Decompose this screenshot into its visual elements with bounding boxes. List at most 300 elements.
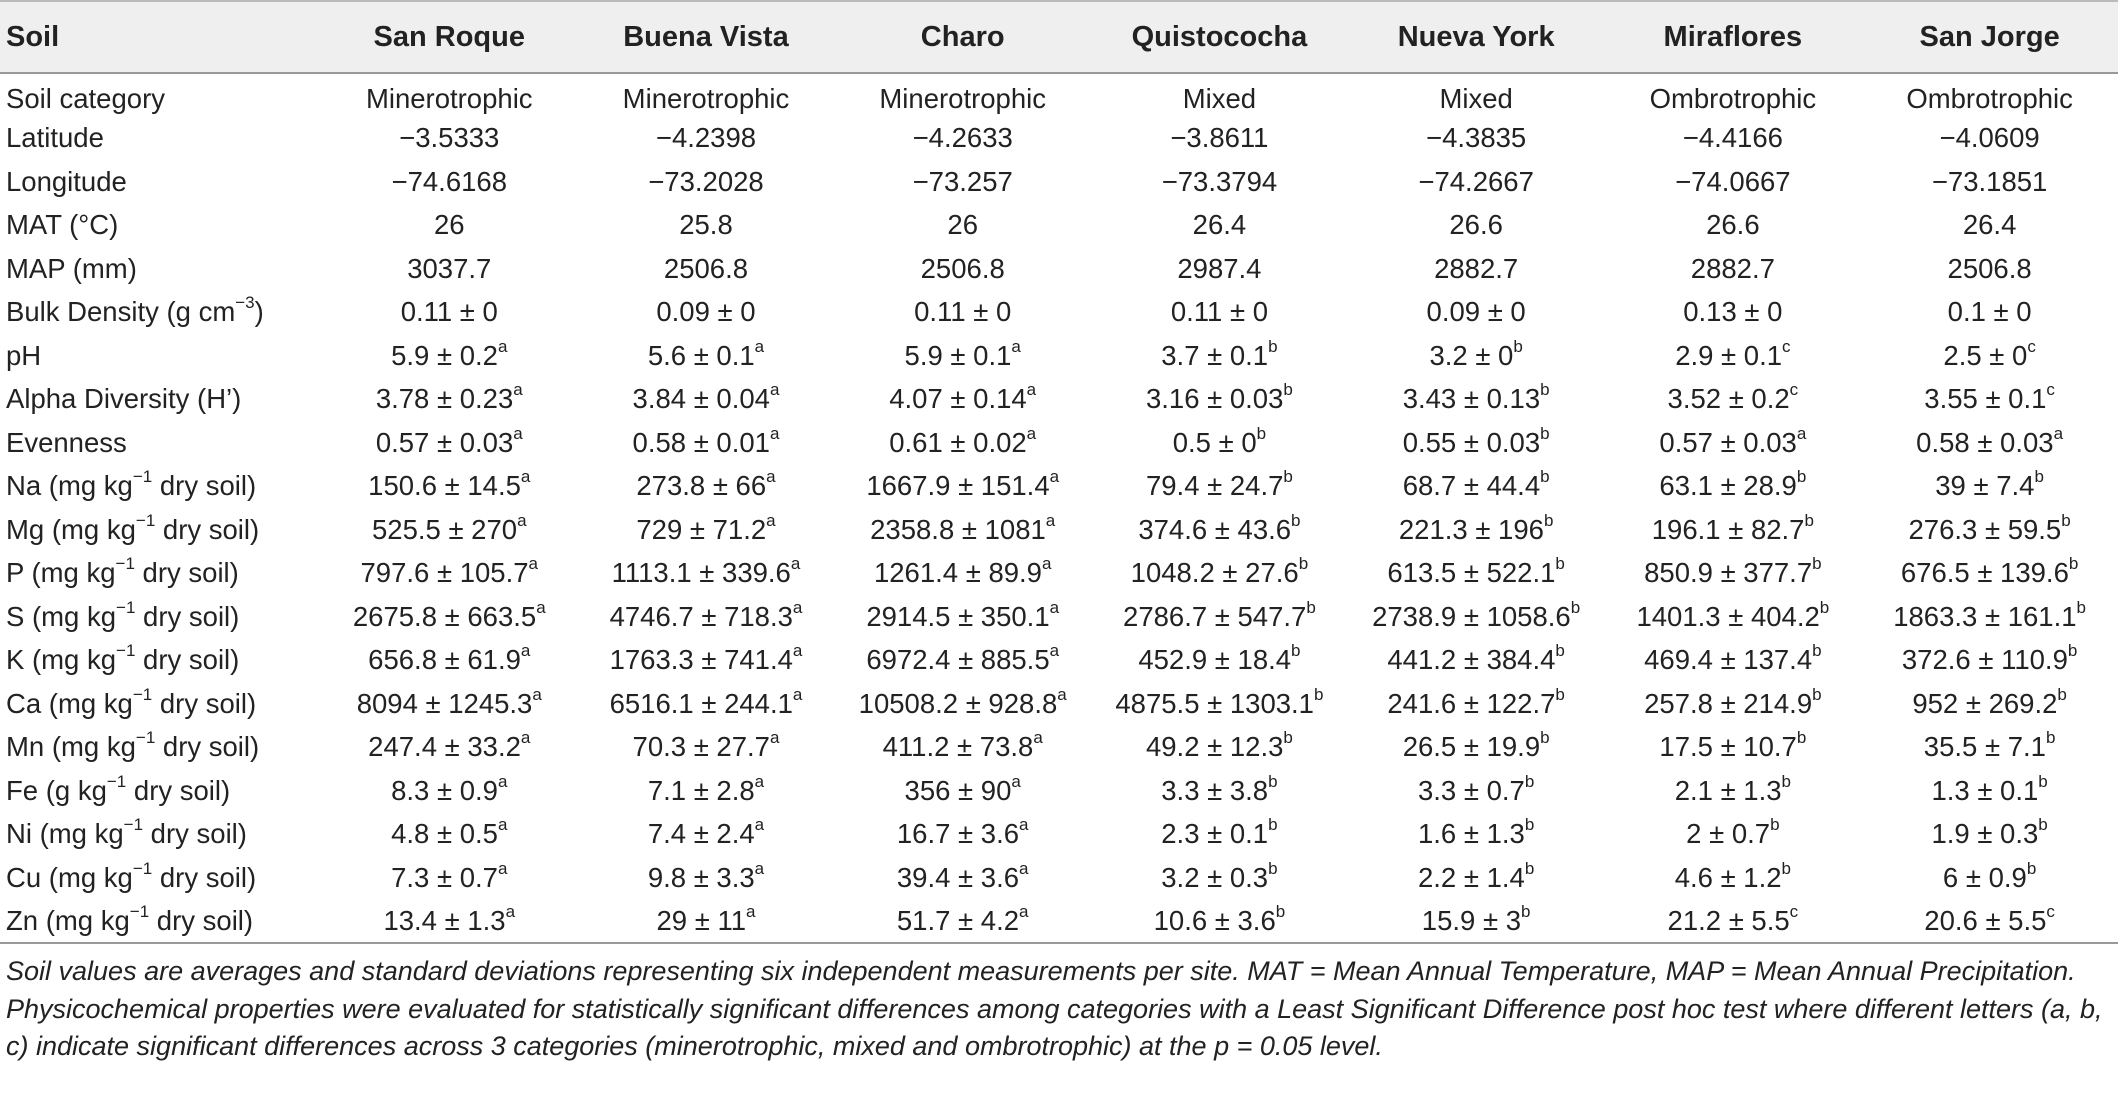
cell-value: Mixed [1439,83,1513,115]
table-cell [321,639,578,683]
significance-letter: a [1026,423,1037,443]
cell-value: 1863.3 ± 161.1 [1893,600,2077,632]
table-cell [321,73,578,117]
table-cell [321,682,578,726]
table-cell [1605,726,1862,770]
cell-value: 2914.5 ± 350.1 [866,600,1050,632]
row-label [0,813,321,857]
table-cell [1861,247,2118,291]
row-label-text: Ni (mg kg [6,818,124,850]
significance-letter: b [2034,467,2044,487]
table-row [0,204,2118,248]
significance-letter: a [1049,641,1060,661]
table-cell [1605,900,1862,944]
significance-letter: b [1781,858,1792,878]
significance-letter: a [497,336,508,356]
significance-letter: c [2046,380,2055,400]
significance-letter: b [1283,380,1293,400]
cell-value: 13.4 ± 1.3 [383,904,506,936]
table-cell [321,769,578,813]
table-cell [834,291,1091,335]
cell-value: 3.3 ± 0.7 [1417,774,1525,806]
cell-value: 2738.9 ± 1058.6 [1372,600,1571,632]
table-cell [1348,595,1605,639]
cell-value: 247.4 ± 33.2 [368,731,521,763]
significance-letter: c [1789,901,1799,921]
cell-value: 2.1 ± 1.3 [1674,774,1782,806]
significance-letter: b [1540,728,1550,748]
cell-value: 850.9 ± 377.7 [1644,557,1813,589]
cell-value: −73.1851 [1931,165,2048,197]
cell-value: −4.2633 [912,122,1013,154]
row-label: Longitude [6,165,127,197]
row-label-text-suffix: dry soil) [135,600,240,632]
table-cell [1348,334,1605,378]
table-cell [1091,204,1348,248]
table-row [0,813,2118,857]
significance-letter: a [754,815,765,835]
cell-value: Minerotrophic [879,83,1046,115]
table-cell [1605,813,1862,857]
cell-value: 525.5 ± 270 [371,513,518,545]
row-label-text-suffix: dry soil) [134,557,239,589]
row-label-unit-exponent: −3 [235,293,255,313]
cell-value: 241.6 ± 122.7 [1387,687,1556,719]
table-cell [834,552,1091,596]
significance-letter: b [1570,597,1581,617]
cell-value: 3037.7 [407,252,492,284]
cell-value: 5.9 ± 0.2 [391,339,498,371]
cell-value: 10508.2 ± 928.8 [858,687,1058,719]
header-soil: Soil [6,20,60,53]
cell-value: 2.9 ± 0.1 [1675,339,1783,371]
cell-value: 1.3 ± 0.1 [1931,774,2039,806]
significance-letter: b [1283,728,1293,748]
cell-value: 51.7 ± 4.2 [896,904,1020,936]
row-label-text: Mn (mg kg [6,731,136,763]
table-cell [1605,769,1862,813]
table-cell [834,639,1091,683]
table-cell [578,769,835,813]
row-label-unit-exponent: −1 [116,641,136,661]
cell-value: 7.3 ± 0.7 [391,861,498,893]
significance-letter: b [1555,554,1565,574]
table-cell [1605,508,1862,552]
significance-letter: b [2061,510,2071,530]
cell-value: 29 ± 11 [656,904,746,936]
cell-value: 3.2 ± 0 [1429,339,1514,371]
significance-letter: b [1291,641,1301,661]
cell-value: 2 ± 0.7 [1686,818,1771,850]
cell-value: 26 [947,209,978,241]
table-cell [1091,247,1348,291]
significance-letter: a [1796,423,1807,443]
cell-value: −73.3794 [1161,165,1278,197]
cell-value: 6516.1 ± 244.1 [609,687,793,719]
table-cell [1348,247,1605,291]
table-cell [834,813,1091,857]
table-cell [578,291,835,335]
significance-letter: b [1298,554,1309,574]
row-label-text: Na (mg kg [6,470,133,502]
significance-letter: b [1268,815,1278,835]
table-cell [1605,856,1862,900]
cell-value: 68.7 ± 44.4 [1402,470,1541,502]
table-cell [834,117,1091,161]
cell-value: Minerotrophic [622,83,790,115]
significance-letter: b [1812,554,1822,574]
table-cell [1348,73,1605,117]
significance-letter: a [1019,858,1029,878]
cell-value: 1048.2 ± 27.6 [1130,557,1299,589]
significance-letter: a [1033,728,1043,748]
table-row [0,900,2118,944]
table-cell [1605,117,1862,161]
significance-letter: b [1540,423,1550,443]
cell-value: 1763.3 ± 741.4 [609,644,793,676]
table-cell [1605,552,1862,596]
cell-value: 4.6 ± 1.2 [1674,861,1782,893]
significance-letter: b [1524,771,1535,791]
table-row [0,73,2118,117]
significance-letter: a [505,901,516,921]
cell-value: 79.4 ± 24.7 [1145,470,1284,502]
table-cell [1348,291,1605,335]
cell-value: 2.5 ± 0 [1943,339,2028,371]
table-cell [834,508,1091,552]
significance-letter: b [1275,901,1286,921]
table-cell [1861,769,2118,813]
table-cell [578,247,835,291]
table-cell [1348,465,1605,509]
header-site-nueva-york: Nueva York [1397,20,1555,53]
table-row [0,465,2118,509]
cell-value: 3.3 ± 3.8 [1161,774,1269,806]
header-site-miraflores: Miraflores [1663,20,1803,53]
row-label [0,682,321,726]
table-cell [321,421,578,465]
significance-letter: a [754,858,765,878]
cell-value: 5.6 ± 0.1 [647,339,755,371]
cell-value: 0.5 ± 0 [1172,426,1257,458]
table-cell [1861,595,2118,639]
table-cell [321,465,578,509]
cell-value: 1261.4 ± 89.9 [873,557,1042,589]
significance-letter: c [1789,380,1799,400]
cell-value: 0.11 ± 0 [1170,296,1268,328]
significance-letter: a [536,597,546,617]
significance-letter: a [754,336,765,356]
table-cell [1091,334,1348,378]
significance-letter: b [2045,728,2056,748]
table-cell [1605,73,1862,117]
table-cell [1861,813,2118,857]
table-cell [1091,856,1348,900]
cell-value: 4746.7 ± 718.3 [609,600,793,632]
table-row [0,726,2118,770]
cell-value: 3.16 ± 0.03 [1145,383,1284,415]
significance-letter: b [1306,597,1316,617]
cell-value: 0.11 ± 0 [914,296,1012,328]
cell-value: 276.3 ± 59.5 [1908,513,2062,545]
table-cell [578,334,835,378]
cell-value: −4.2398 [655,122,757,154]
cell-value: 797.6 ± 105.7 [360,557,529,589]
table-cell [1348,639,1605,683]
table-cell [1861,465,2118,509]
significance-letter: a [1057,684,1067,704]
table-cell [1348,117,1605,161]
row-label-unit-exponent: −1 [115,554,135,574]
cell-value: 26.4 [1192,209,1247,241]
table-cell [1091,813,1348,857]
cell-value: 1667.9 ± 151.4 [866,470,1050,502]
significance-letter: b [1819,597,1830,617]
table-cell [1605,291,1862,335]
cell-value: −3.5333 [399,122,500,154]
cell-value: 3.55 ± 0.1 [1924,383,2047,415]
cell-value: Mixed [1182,83,1257,115]
table-cell [1861,508,2118,552]
table-cell [1605,160,1862,204]
significance-letter: b [2076,597,2086,617]
row-label-unit-exponent: −1 [129,901,150,921]
significance-letter: b [1770,815,1780,835]
cell-value: 2506.8 [1947,252,2032,284]
table-cell [1348,726,1605,770]
table-cell [578,900,835,944]
significance-letter: a [1045,510,1056,530]
row-label-text-suffix: dry soil) [135,644,240,676]
row-label-text: P (mg kg [6,557,116,589]
row-label-unit-exponent: −1 [132,684,153,704]
row-label: Soil category [6,83,165,115]
row-label-text-suffix: ) [254,296,264,328]
table-cell [1605,421,1862,465]
table-row [0,682,2118,726]
significance-letter: a [746,901,756,921]
cell-value: 4875.5 ± 1303.1 [1115,687,1314,719]
row-label-text-suffix: dry soil) [149,904,254,936]
significance-letter: b [1521,901,1531,921]
cell-value: 3.52 ± 0.2 [1667,383,1790,415]
cell-value: 17.5 ± 10.7 [1659,731,1797,763]
row-label [0,769,321,813]
table-cell [578,508,835,552]
cell-value: −4.4166 [1682,122,1783,154]
row-label-text-suffix: dry soil) [126,774,231,806]
significance-letter: a [517,510,527,530]
cell-value: 0.57 ± 0.03 [375,426,514,458]
row-label-text-suffix: dry soil) [143,818,247,850]
cell-value: 35.5 ± 7.1 [1923,731,2046,763]
significance-letter: a [766,510,776,530]
table-footnote: Soil values are averages and standard deviations representing six independent measurements per site. MAT = Mean Annual Temperature, MAP = Mean Annual Precipitation. Physicochemical properties were evaluated for statistically significant differences among categories with a Least Significant Difference post hoc test where different letters (a, b, c) indicate significant differences across 3 categories (minerotrophic, mixed and ombrotrophic) at the p = 0.05 level. [6,956,2103,1061]
row-label-text: K (mg kg [6,644,117,676]
row-label: pH [6,339,42,371]
significance-letter: a [754,771,765,791]
cell-value: 273.8 ± 66 [636,470,767,502]
row-label: Alpha Diversity (H’) [6,383,242,415]
significance-letter: b [1268,771,1278,791]
cell-value: 2.3 ± 0.1 [1161,818,1269,850]
cell-value: 1401.3 ± 404.2 [1636,600,1820,632]
cell-value: 39.4 ± 3.6 [896,861,1020,893]
cell-value: 3.43 ± 0.13 [1402,383,1541,415]
table-cell [321,247,578,291]
row-label-text-suffix: dry soil) [152,470,257,502]
table-cell [1605,334,1862,378]
significance-letter: a [497,858,508,878]
table-cell [1605,639,1862,683]
row-label-text-suffix: dry soil) [155,513,260,545]
cell-value: 613.5 ± 522.1 [1387,557,1556,589]
cell-value: 9.8 ± 3.3 [647,861,755,893]
significance-letter: a [520,641,531,661]
significance-letter: a [497,771,508,791]
row-label: Evenness [6,426,127,458]
table-cell [834,726,1091,770]
table-cell [1091,639,1348,683]
table-row [0,595,2118,639]
significance-letter: a [769,728,780,748]
row-label [0,726,321,770]
cell-value: 356 ± 90 [904,774,1012,806]
significance-letter: a [790,554,801,574]
header-site-charo: Charo [920,20,1005,53]
header-site-san-jorge: San Jorge [1919,20,2060,53]
significance-letter: a [513,380,523,400]
table-cell [834,465,1091,509]
significance-letter: b [2067,641,2078,661]
significance-letter: b [1781,771,1792,791]
cell-value: 0.57 ± 0.03 [1659,426,1797,458]
table-cell [578,378,835,422]
table-cell [1348,813,1605,857]
table-cell [1348,769,1605,813]
significance-letter: a [792,684,803,704]
significance-letter: b [1283,467,1293,487]
row-label: MAT (°C) [6,209,119,241]
cell-value: 3.2 ± 0.3 [1161,861,1269,893]
table-cell [834,595,1091,639]
cell-value: 2987.4 [1177,252,1262,284]
table-cell [1348,900,1605,944]
row-label [0,639,321,683]
row-label-text: Zn (mg kg [6,904,130,936]
cell-value: 26 [433,209,465,241]
significance-letter: b [1256,423,1267,443]
significance-letter: b [1540,467,1550,487]
table-cell [321,595,578,639]
table-cell [1348,421,1605,465]
row-label-text-suffix: dry soil) [152,861,257,893]
row-label [0,856,321,900]
table-row [0,552,2118,596]
cell-value: −74.0667 [1675,165,1791,197]
table-cell [1091,117,1348,161]
table-cell [1348,856,1605,900]
table-cell [1861,682,2118,726]
cell-value: 39 ± 7.4 [1935,470,2035,502]
table-cell [1861,900,2118,944]
significance-letter: a [520,467,531,487]
cell-value: 729 ± 71.2 [636,513,767,545]
significance-letter: b [1524,815,1535,835]
cell-value: 0.55 ± 0.03 [1402,426,1541,458]
cell-value: 0.58 ± 0.01 [632,426,770,458]
significance-letter: a [2053,423,2064,443]
header-site-san-roque: San Roque [373,20,525,53]
table-cell [1605,465,1862,509]
table-cell [578,682,835,726]
table-cell [578,552,835,596]
cell-value: 2882.7 [1434,252,1519,284]
table-cell [834,682,1091,726]
significance-letter: a [766,467,776,487]
table-cell [1348,204,1605,248]
cell-value: 15.9 ± 3 [1421,904,1521,936]
table-row [0,160,2118,204]
table-cell [1091,682,1348,726]
row-label [0,291,321,335]
table-cell [834,856,1091,900]
significance-letter: b [1540,380,1550,400]
cell-value: 8.3 ± 0.9 [391,774,498,806]
cell-value: 4.07 ± 0.14 [889,383,1027,415]
row-label: Latitude [6,122,104,154]
cell-value: 10.6 ± 3.6 [1153,904,1276,936]
row-label-text: Mg (mg kg [6,513,136,545]
table-header [0,1,2118,73]
cell-value: 3.84 ± 0.04 [632,383,770,415]
table-cell [578,204,835,248]
row-label-text-suffix: dry soil) [155,731,260,763]
cell-value: Ombrotrophic [1649,83,1817,115]
significance-letter: c [2046,901,2055,921]
table-cell [578,813,835,857]
table-cell [1861,856,2118,900]
table-cell [834,769,1091,813]
table-cell [834,204,1091,248]
row-label-text: Ca (mg kg [6,687,133,719]
table-cell [321,117,578,161]
table-cell [578,726,835,770]
cell-value: 63.1 ± 28.9 [1659,470,1797,502]
table-cell [1605,204,1862,248]
significance-letter: a [792,641,803,661]
significance-letter: a [520,728,531,748]
significance-letter: a [1041,554,1052,574]
table-cell [321,160,578,204]
table-cell [578,856,835,900]
table-cell [1605,682,1862,726]
table-cell [1605,595,1862,639]
table-cell [1348,508,1605,552]
cell-value: 0.11 ± 0 [400,296,498,328]
table-cell [834,247,1091,291]
row-label-unit-exponent: −1 [135,728,156,748]
cell-value: 7.1 ± 2.8 [647,774,755,806]
significance-letter: b [1804,510,1814,530]
table-cell [321,334,578,378]
table-cell [1861,552,2118,596]
table-cell [578,73,835,117]
cell-value: 8094 ± 1245.3 [356,687,533,719]
cell-value: −4.0609 [1939,122,2040,154]
significance-letter: b [1812,641,1822,661]
row-label-unit-exponent: −1 [132,467,153,487]
